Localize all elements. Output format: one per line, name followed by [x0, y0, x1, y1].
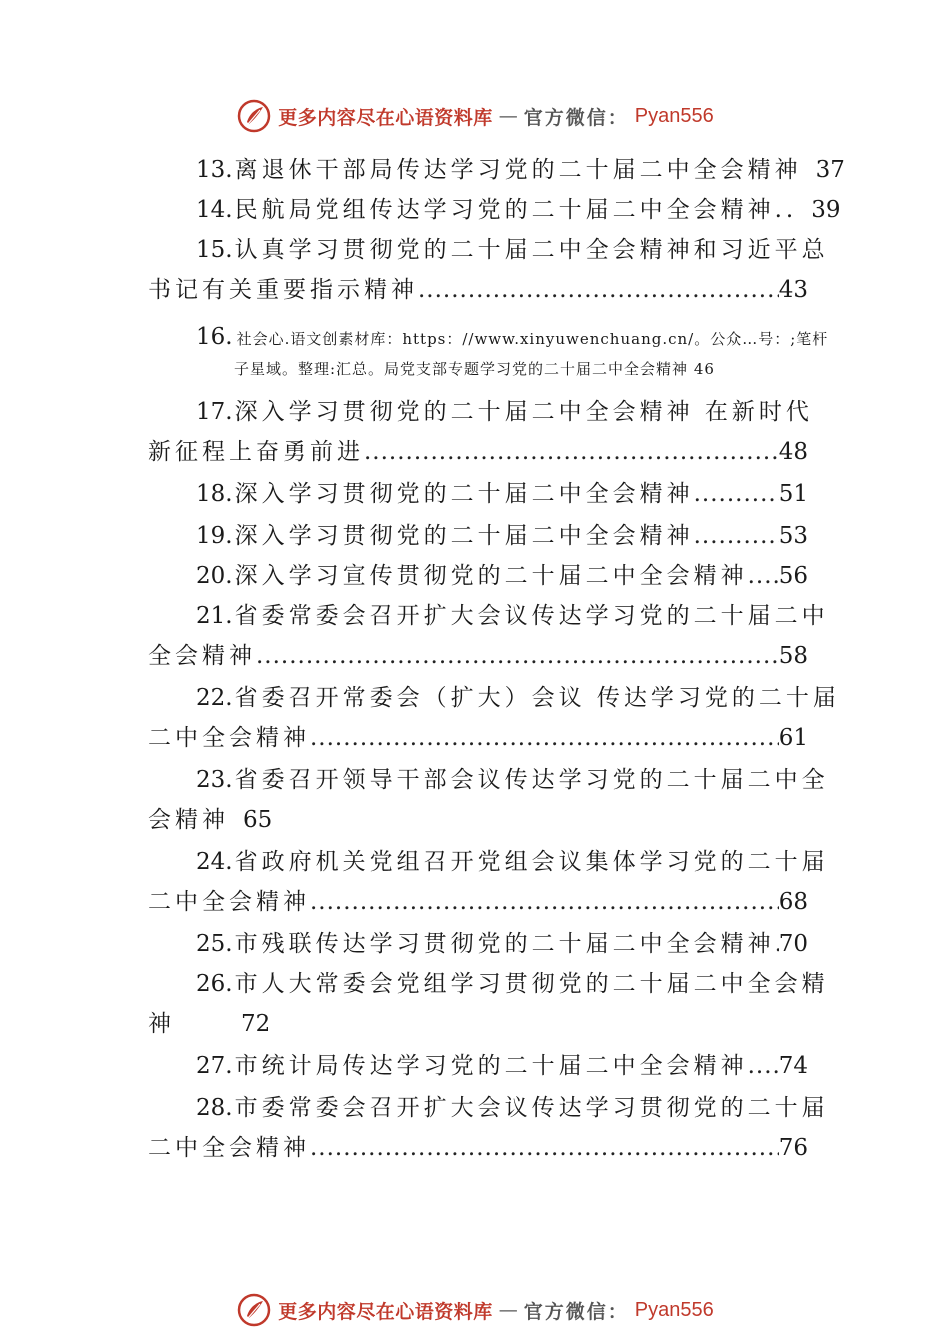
entry-title-cont: 子星域。整理:汇总。局党支部专题学习党的二十届二中全会精神 46: [234, 360, 715, 378]
entry-title-cont: 二中全会精神: [148, 1135, 310, 1161]
wechat-label: 官方微信：: [523, 1300, 629, 1323]
toc-entry-15[interactable]: [148, 230, 829, 310]
entry-number: 20.: [196, 563, 233, 589]
entry-page: 48: [778, 439, 808, 465]
dot-leader: [748, 1046, 779, 1086]
toc-entry-27[interactable]: [148, 1046, 808, 1086]
brand-text: 更多内容尽在心语资料库: [278, 1300, 493, 1323]
entry-number: 19.: [196, 523, 233, 549]
entry-title: 离退休干部局传达学习党的二十届二中全会精神: [234, 157, 802, 183]
entry-page: 65: [243, 807, 273, 833]
entry-title: 社会心.语文创素材库：https：//www.xinyuwenchuang.cn/。公众…号：;笔杆: [236, 330, 829, 348]
dot-leader: [256, 636, 779, 676]
toc-entry-25[interactable]: [148, 924, 808, 964]
entry-number: 26.: [196, 971, 233, 997]
entry-number: 23.: [196, 767, 233, 793]
entry-title-cont: 神: [148, 1011, 175, 1037]
entry-title: 省政府机关党组召开党组会议集体学习党的二十届: [234, 849, 829, 875]
entry-title: 认真学习贯彻党的二十届二中全会精神和习近平总: [234, 237, 829, 263]
toc-entry-26[interactable]: [148, 964, 829, 1044]
entry-title: 省委召开领导干部会议传达学习党的二十届二中全: [234, 767, 829, 793]
header-watermark: [0, 96, 950, 136]
wechat-label: 官方微信：: [523, 106, 629, 129]
toc-entry-18[interactable]: [148, 474, 808, 514]
entry-number: 16.: [196, 324, 233, 350]
brand-logo-icon: [236, 1292, 272, 1328]
entry-page: 53: [778, 523, 808, 549]
entry-page: 76: [778, 1135, 808, 1161]
entry-number: 13.: [196, 157, 233, 183]
toc-entry-13[interactable]: [148, 150, 845, 190]
entry-title-cont: 会精神: [148, 807, 229, 833]
dot-leader: [694, 474, 779, 514]
entry-title: 省委常委会召开扩大会议传达学习党的二十届二中: [234, 603, 829, 629]
entry-number: 18.: [196, 481, 233, 507]
entry-title: 深入学习贯彻党的二十届二中全会精神: [234, 523, 694, 549]
entry-title-cont: 二中全会精神: [148, 725, 310, 751]
entry-page: 61: [778, 725, 808, 751]
entry-title: 市残联传达学习贯彻党的二十届二中全会精神: [234, 931, 775, 957]
entry-page: 70: [778, 931, 808, 957]
toc-entry-23[interactable]: [148, 760, 829, 840]
entry-title-cont: 新征程上奋勇前进: [148, 439, 364, 465]
entry-number: 24.: [196, 849, 233, 875]
toc-entry-14[interactable]: [148, 190, 841, 230]
entry-page: 51: [778, 481, 808, 507]
toc-entry-20[interactable]: [148, 556, 808, 596]
toc-entry-17[interactable]: [148, 392, 813, 472]
toc-entry-24[interactable]: [148, 842, 829, 922]
wechat-id: Pyan556: [634, 104, 714, 127]
wechat-id: Pyan556: [634, 1298, 714, 1321]
entry-number: 14.: [196, 197, 233, 223]
dot-leader: [310, 1128, 779, 1168]
brand-separator: —: [498, 105, 518, 127]
brand-separator: —: [498, 1299, 518, 1321]
entry-number: 28.: [196, 1095, 233, 1121]
entry-title-cont: 二中全会精神: [148, 889, 310, 915]
dot-leader: [694, 516, 779, 556]
entry-title: 市统计局传达学习党的二十届二中全会精神: [234, 1053, 748, 1079]
entry-title: 深入学习贯彻党的二十届二中全会精神: [234, 481, 694, 507]
entry-number: 22.: [196, 685, 233, 711]
entry-title: 民航局党组传达学习党的二十届二中全会精神..: [234, 197, 798, 223]
entry-page: 68: [778, 889, 808, 915]
entry-page: 43: [778, 277, 808, 303]
entry-page: 72: [241, 1011, 271, 1037]
entry-number: 15.: [196, 237, 233, 263]
dot-leader: [364, 432, 779, 472]
entry-number: 17.: [196, 399, 233, 425]
entry-page: 74: [778, 1053, 808, 1079]
entry-title: 省委召开常委会（扩大）会议 传达学习党的二十届: [234, 685, 840, 711]
entry-number: 21.: [196, 603, 233, 629]
entry-number: 25.: [196, 931, 233, 957]
toc-entry-21[interactable]: [148, 596, 829, 676]
toc-entry-22[interactable]: [148, 678, 840, 758]
entry-page: 39: [811, 197, 841, 223]
entry-title: 市人大常委会党组学习贯彻党的二十届二中全会精: [234, 971, 829, 997]
entry-title-cont: 书记有关重要指示精神: [148, 277, 418, 303]
entry-title: 深入学习贯彻党的二十届二中全会精神 在新时代: [234, 399, 813, 425]
entry-title-cont: 全会精神: [148, 643, 256, 669]
brand-text: 更多内容尽在心语资料库: [278, 106, 493, 129]
toc-entry-28[interactable]: [148, 1088, 829, 1168]
entry-page: 56: [778, 563, 808, 589]
entry-page: 37: [815, 157, 845, 183]
entry-title: 深入学习宣传贯彻党的二十届二中全会精神: [234, 563, 748, 589]
dot-leader: [310, 882, 779, 922]
entry-title: 市委常委会召开扩大会议传达学习贯彻党的二十届: [234, 1095, 829, 1121]
dot-leader: [418, 270, 779, 310]
toc-entry-19[interactable]: [148, 516, 808, 556]
brand-logo-icon: [236, 98, 272, 134]
entry-number: 27.: [196, 1053, 233, 1079]
entry-page: 58: [778, 643, 808, 669]
toc-entry-16[interactable]: [148, 322, 829, 384]
dot-leader: [748, 556, 779, 596]
dot-leader: [310, 718, 779, 758]
table-of-contents: [148, 150, 845, 1168]
footer-watermark: [0, 1290, 950, 1330]
